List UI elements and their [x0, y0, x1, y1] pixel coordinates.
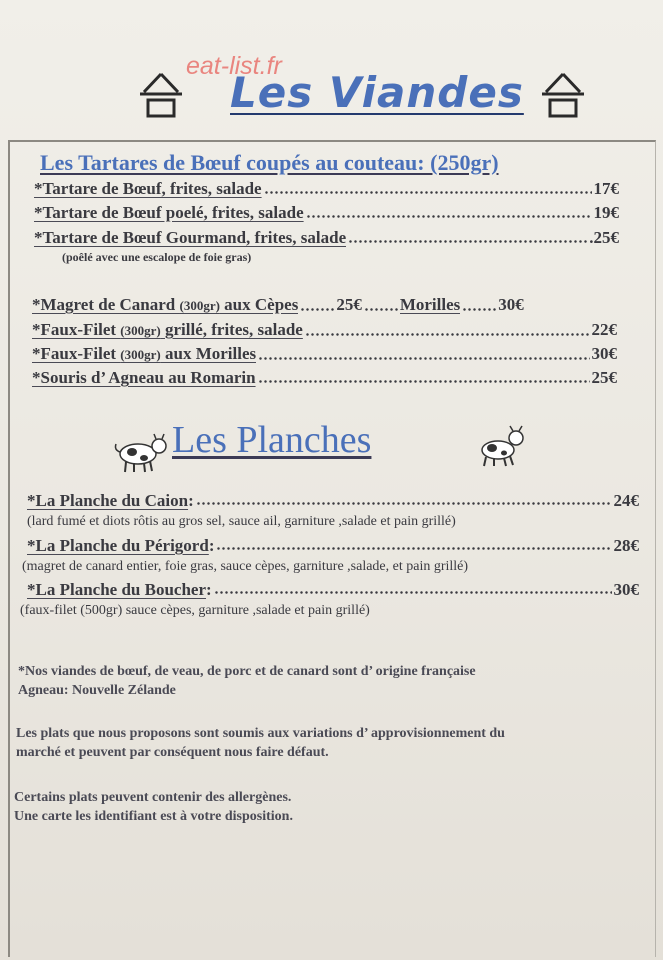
planche-description: (lard fumé et diots rôtis au gros sel, sauce ail, garniture ,salade et pain grillé) [27, 514, 456, 529]
menu-item [34, 177, 619, 201]
planche-item [27, 534, 639, 558]
grill-icon [138, 70, 184, 122]
menu-item-price: .25€ [589, 228, 619, 247]
dot-leader [462, 306, 496, 312]
menu-item [34, 226, 619, 250]
origin-note: *Nos viandes de bœuf, de veau, de porc et de canard sont d’ origine française Agneau: Nouvelle Zélande [18, 664, 476, 698]
menu-item-price: 22€ [591, 320, 617, 339]
menu-item [32, 318, 617, 343]
menu-item-name: *Magret de Canard (300gr) aux Cèpes [32, 295, 299, 314]
planche-description: (faux-filet (500gr) sauce cèpes, garniture ,salade et pain grillé) [20, 603, 370, 618]
dot-leader [264, 189, 592, 195]
allergen-note: Certains plats peuvent contenir des allergènes. Une carte les identifiant est à votre disposition. [14, 790, 293, 824]
page-title: Les Viandes [230, 68, 524, 117]
menu-item-price: 30€ [591, 344, 617, 363]
menu-item-price: 19€ [593, 203, 619, 222]
menu-item [34, 201, 619, 225]
menu-item-price: 25€ [336, 295, 362, 314]
menu-item-name: *Tartare de Bœuf poelé, frites, salade [34, 203, 304, 222]
planche-name: *La Planche du Caion [27, 491, 189, 510]
dot-leader [306, 213, 592, 219]
planches-heading: Les Planches [172, 419, 372, 461]
cow-icon [112, 430, 172, 474]
cow-icon [470, 424, 530, 468]
menu-item-note: (poêlé avec une escalope de foie gras) [62, 250, 252, 264]
menu-item-price: 25€ [591, 368, 617, 387]
menu-item-price: 30€ [498, 295, 524, 314]
dot-leader [300, 306, 334, 312]
menu-item [32, 293, 619, 318]
menu-item [32, 366, 617, 390]
watermark: eat-list.fr [186, 52, 282, 80]
planche-description: (magret de canard entier, foie gras, sauce cèpes, garniture ,salade, et pain grillé) [22, 559, 469, 574]
planche-price: 28€ [613, 536, 639, 555]
planche-colon: : [206, 580, 212, 599]
planche-name: *La Planche du Périgord [27, 536, 209, 555]
dot-leader [364, 306, 398, 312]
dot-leader [348, 238, 587, 244]
menu-item [32, 342, 617, 367]
dot-leader [258, 378, 590, 384]
supply-note: Les plats que nous proposons sont soumis aux variations d’ approvisionnement du marché et peuvent par conséquent nous faire défaut. [16, 726, 505, 760]
menu-item-name: *Souris d’ Agneau au Romarin [32, 368, 256, 387]
grill-icon [540, 70, 586, 122]
planche-item [27, 578, 639, 602]
planche-price: 30€ [613, 580, 639, 599]
dot-leader [258, 355, 589, 361]
menu-item-name: *Faux-Filet (300gr) aux Morilles [32, 344, 257, 363]
tartares-heading: Les Tartares de Bœuf coupés au couteau: (250gr) [40, 150, 499, 175]
dot-leader [305, 331, 590, 337]
menu-item-variant: Morilles [399, 295, 461, 314]
menu-item-name: *Tartare de Bœuf, frites, salade [34, 179, 262, 198]
planche-name: *La Planche du Boucher [27, 580, 206, 599]
dot-leader [214, 590, 612, 596]
planche-price: 24€ [613, 491, 639, 510]
menu-item-name: *Faux-Filet (300gr) grillé, frites, salade [32, 320, 303, 339]
menu-item-name: *Tartare de Bœuf Gourmand, frites, salade [34, 228, 347, 247]
dot-leader [196, 501, 612, 507]
planche-colon: : [208, 536, 215, 555]
menu-item-price: 17€ [593, 179, 619, 198]
planche-colon: : [188, 491, 194, 510]
planche-item [27, 489, 639, 513]
dot-leader [216, 546, 611, 552]
